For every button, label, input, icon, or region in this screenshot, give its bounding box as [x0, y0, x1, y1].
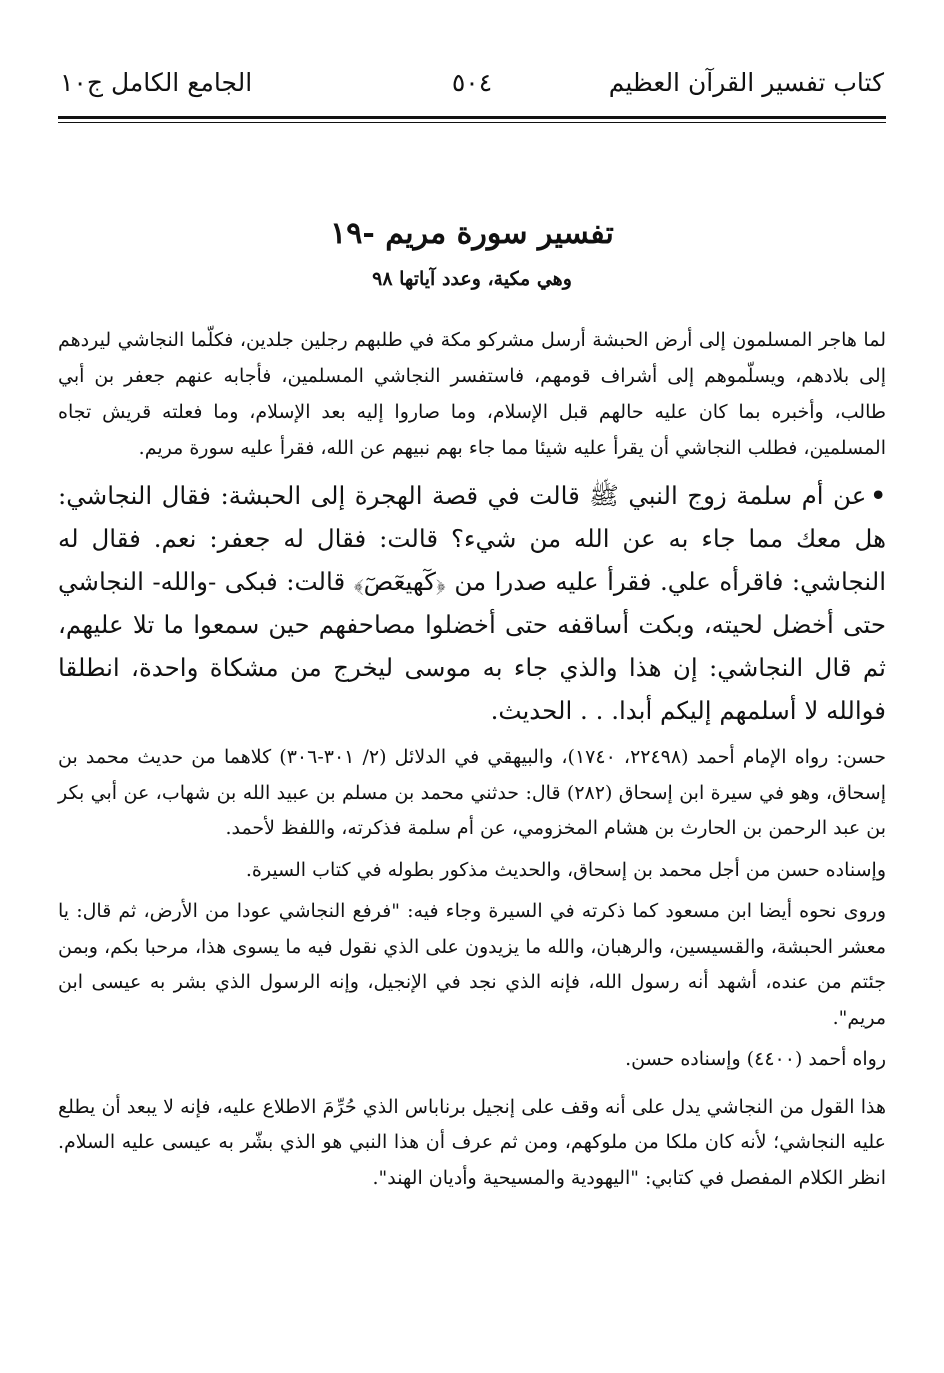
isnad-note: وإسناده حسن من أجل محمد بن إسحاق، والحديث مذكور بطوله في كتاب السيرة. — [245, 858, 886, 881]
hadith-paragraph — [58, 474, 886, 732]
hadith-text: عن أم سلمة زوج النبي ﷺ قالت في قصة الهجرة إلى الحبشة: فقال النجاشي: هل معك مما جاء به عن الله من شيء؟ قالت: فقال له جعفر: نعم. فقال له النجاشي: فاقرأه علي. فقرأ عليه صدرا من ﴿كٓهيعٓصٓ﴾ قالت: فبكى -والله- النجاشي حتى أخضل لحيته، وبكت أساقفه حتى أخضلوا مصاحفهم حين سمعوا ما تلا عليهم، ثم قال النجاشي: إن هذا والذي جاء به موسى ليخرج من مشكاة واحدة، انطلقا فوالله لا أسلمهم إليكم أبدا. . . الحديث. — [58, 481, 886, 725]
chapter-subtitle: وهي مكية، وعدد آياتها ٩٨ — [372, 268, 572, 290]
bullet-marker: • — [870, 481, 886, 510]
page-number: ٥٠٤ — [451, 68, 493, 97]
intro-paragraph: لما هاجر المسلمون إلى أرض الحبشة أرسل مشركو مكة في طلبهم رجلين جلدين، فكلّما النجاشي ليردهم إلى بلادهم، ويسلّموهم إلى أشراف قومهم، فاستفسر النجاشي المسلمين، فأجابه عنهم جعفر بن أبي طالب، وأخبره بما كان عليه حالهم قبل الإسلام، وما صاروا إليه بعد الإسلام، وما فعلته قريش تجاه المسلمين، فطلب النجاشي أن يقرأ عليه شيئا مما جاء بهم نبيهم عن الله، فقرأ عليه سورة مريم. — [58, 329, 886, 459]
running-header-volume: الجامع الكامل ج١٠ — [60, 68, 253, 97]
ahmad-note: رواه أحمد (٤٤٠٠) وإسناده حسن. — [625, 1048, 886, 1070]
page-header — [60, 62, 884, 110]
chapter-title: تفسير سورة مريم -١٩ — [330, 216, 614, 251]
takhrij-note: حسن: رواه الإمام أحمد (٢٢٤٩٨، ١٧٤٠)، والبيهقي في الدلائل (٢/ ٣٠١-٣٠٦) كلاهما من حديث محمد بن إسحاق، وهو في سيرة ابن إسحاق (٢٨٢) قال: حدثني محمد بن مسلم بن عبيد الله بن شهاب، عن أبي بكر بن عبد الرحمن بن الحارث بن هشام المخزومي، عن أم سلمة فذكرته، واللفظ لأحمد. — [58, 746, 886, 839]
ibn-masud-note: وروى نحوه أيضا ابن مسعود كما ذكرته في السيرة وجاء فيه: "فرفع النجاشي عودا من الأرض، ثم قال: يا معشر الحبشة، والقسيسين، والرهبان، والله ما يزيدون على الذي نقول فيه ما يسوى هذا، مرحبا بكم، وبمن جئتم من عنده، أشهد أنه رسول الله، فإنه الذي نجد في الإنجيل، وإنه الرسول الذي بشر به عيسى ابن مريم". — [58, 900, 886, 1029]
header-rule-thick — [58, 116, 886, 119]
page-body — [58, 322, 886, 1202]
author-comment: هذا القول من النجاشي يدل على أنه وقف على إنجيل برناباس الذي حُرِّمَ الاطلاع عليه، فإنه لا يبعد أن يطلع عليه النجاشي؛ لأنه كان ملكا من ملوكهم، ومن ثم عرف أن هذا النبي هو الذي بشّر به عيسى عليه السلام. انظر الكلام المفصل في كتابي: "اليهودية والمسيحية وأديان الهند". — [58, 1095, 886, 1189]
header-rule-thin — [58, 122, 886, 123]
running-header-book-title: كتاب تفسير القرآن العظيم — [608, 68, 884, 97]
